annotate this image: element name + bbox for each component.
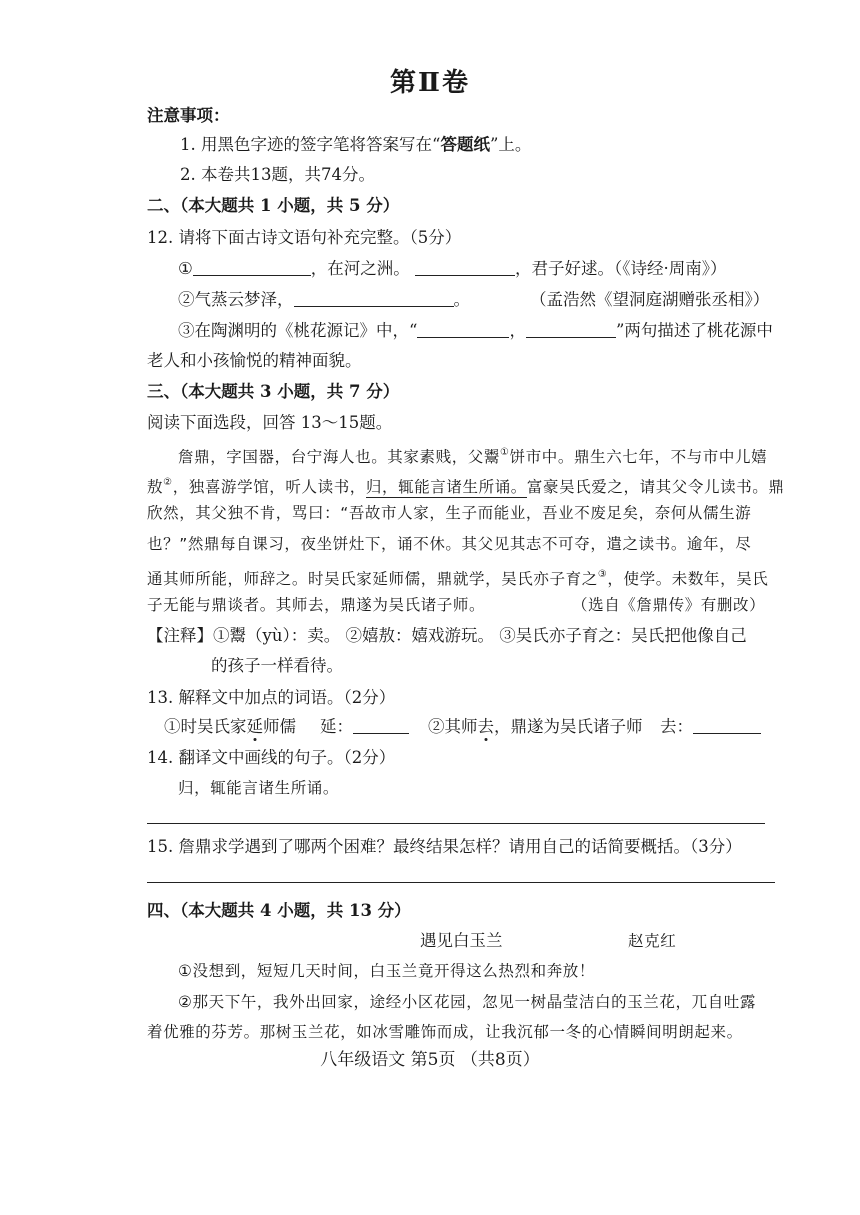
annotation-line-2: 的孩子一样看待。 — [211, 656, 343, 675]
q13-stem: 13. 解释文中加点的词语。（2分） — [147, 688, 396, 707]
q12-line-3 — [178, 320, 773, 342]
passage-line-6: 子无能与鼎谈者。其师去，鼎遂为吴氏诸子师。 — [147, 596, 486, 614]
q12-line-2 — [178, 289, 470, 311]
essay-paragraph-2-line-1: ②那天下午，我外出回家，途经小区花园，忽见一树晶莹洁白的玉兰花，兀自吐露 — [178, 993, 756, 1011]
answer-blank[interactable] — [353, 717, 409, 734]
page-title: 第Ⅱ卷 — [390, 68, 470, 98]
section-4-heading: 四、（本大题共 4 小题，共 13 分） — [147, 901, 411, 920]
passage-line-2 — [147, 472, 785, 498]
annotation-line-1: 【注释】①鬻（yù）：卖。 ②嬉敖：嬉戏游玩。 ③吴氏亦子育之：吴氏把他像自己 — [147, 626, 747, 645]
section-3-intro: 阅读下面选段，回答 13～15题。 — [147, 413, 393, 432]
notes-item-2: 2. 本卷共13题，共74分。 — [180, 165, 375, 184]
q13-label-b — [660, 716, 761, 738]
passage-source: （选自《詹鼎传》有删改） — [572, 596, 766, 614]
dotted-word: 延 — [246, 717, 263, 736]
essay-title: 遇见白玉兰 — [420, 931, 503, 950]
notes-item-1 — [180, 134, 531, 156]
page-footer: 八年级语文 第5页 （共8页） — [320, 1050, 540, 1070]
answer-blank[interactable] — [415, 259, 515, 276]
q13-label: 去： — [660, 717, 693, 736]
q13-text: ，鼎遂为吴氏诸子师 — [494, 717, 643, 736]
q12-line-3-end: ”两句描述了桃花源中 — [615, 321, 773, 340]
passage-text: 敖 — [147, 478, 164, 496]
passage-line-1 — [178, 442, 767, 468]
q13-item-b — [428, 716, 643, 738]
q13-item-a — [164, 716, 296, 738]
passage-line-3: 欣然，其父独不肯，骂曰：“吾故市人家，生子而能业，吾业不废足矣，奈何从儒生游 — [147, 504, 752, 522]
answer-line[interactable] — [147, 882, 775, 883]
answer-blank[interactable] — [526, 321, 616, 338]
passage-text: 饼市中。鼎生六七年，不与市中儿嬉 — [509, 448, 768, 466]
answer-blank[interactable] — [294, 290, 454, 307]
q12-line-3-comma: ， — [509, 321, 526, 340]
q12-line-1-text-a: ，在河之洲。 — [310, 259, 410, 278]
q12-line-1-num: ① — [178, 259, 193, 278]
q13-text: 师儒 — [263, 717, 296, 736]
notes-item-1-bold: 答题纸 — [440, 135, 490, 154]
q12-line-4: 老人和小孩愉悦的精神面貌。 — [147, 351, 362, 370]
answer-blank[interactable] — [693, 717, 761, 734]
q13-label: 延： — [320, 717, 353, 736]
q13-label-a — [320, 716, 409, 738]
answer-blank[interactable] — [417, 321, 509, 338]
q12-line-2-text: ②气蒸云梦泽， — [178, 290, 294, 309]
passage-text: ，使学。未数年，吴氏 — [607, 570, 769, 588]
passage-text: 通其师所能，师辞之。时吴氏家延师儒，鼎就学，吴氏亦子育之 — [147, 570, 598, 588]
q12-line-3-text: ③在陶渊明的《桃花源记》中，“ — [178, 321, 418, 340]
passage-line-4: 也？”然鼎每自课习，夜坐饼灶下，诵不休。其父见其志不可夺，遣之读书。逾年，尽 — [147, 535, 752, 553]
notes-item-1-end: ”上。 — [489, 135, 532, 154]
q13-text: ①时吴氏家 — [164, 717, 247, 736]
passage-text: 詹鼎，字国器，台宁海人也。其家素贱，父鬻 — [178, 448, 501, 466]
section-2-heading: 二、（本大题共 1 小题，共 5 分） — [147, 196, 400, 215]
q14-sentence: 归，辄能言诸生所诵。 — [178, 779, 340, 797]
notes-item-1-text: 1. 用黑色字迹的签字笔将答案写在“ — [180, 135, 441, 154]
q14-stem: 14. 翻译文中画线的句子。（2分） — [147, 748, 396, 767]
essay-author: 赵克红 — [628, 932, 677, 950]
q13-text: ②其师 — [428, 717, 478, 736]
answer-line[interactable] — [147, 823, 765, 824]
q12-line-2-source: （孟浩然《望洞庭湖赠张丞相》） — [530, 290, 770, 309]
essay-paragraph-1: ①没想到，短短几天时间，白玉兰竟开得这么热烈和奔放！ — [178, 962, 595, 980]
passage-text: 富豪吴氏爱之，请其父令儿读书。鼎 — [526, 478, 785, 496]
q12-line-1-text-b: ，君子好逑。（《诗经·周南》） — [515, 259, 727, 278]
essay-paragraph-2-line-2: 着优雅的芬芳。那树玉兰花，如冰雪雕饰而成，让我沉郁一冬的心情瞬间明朗起来。 — [147, 1023, 743, 1041]
dotted-word: 去 — [477, 717, 494, 736]
q12-line-2-end: 。 — [453, 290, 470, 309]
section-3-heading: 三、（本大题共 3 小题，共 7 分） — [147, 382, 400, 401]
passage-line-5 — [147, 564, 768, 590]
note-mark: ② — [163, 477, 173, 488]
note-mark: ③ — [597, 569, 608, 580]
notes-heading: 注意事项： — [147, 106, 230, 125]
passage-text: ，独喜游学馆，听人读书， — [172, 478, 366, 496]
q15-stem: 15. 詹鼎求学遇到了哪两个困难？最终结果怎样？请用自己的话简要概括。（3分） — [147, 837, 742, 856]
underlined-sentence: 归，辄能言诸生所诵。 — [365, 478, 527, 496]
q12-stem: 12. 请将下面古诗文语句补充完整。（5分） — [147, 228, 462, 247]
answer-blank[interactable] — [193, 259, 311, 276]
q12-line-1 — [178, 258, 727, 280]
note-mark: ① — [500, 447, 510, 458]
